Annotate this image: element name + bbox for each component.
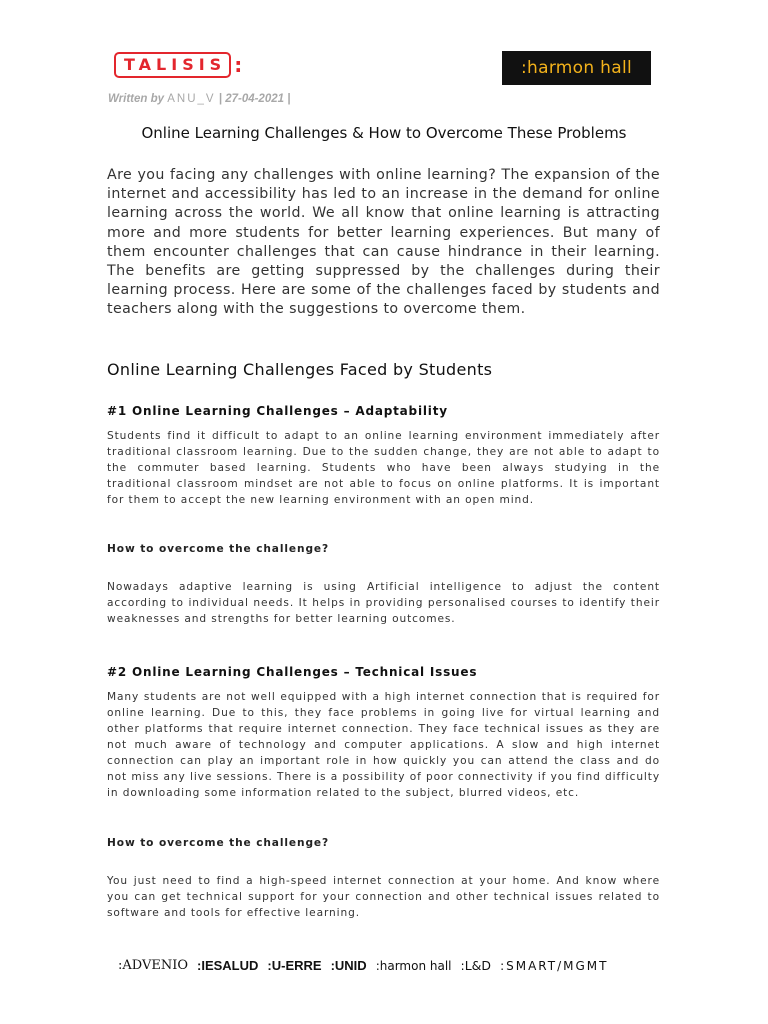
byline-author: ANU_V	[167, 93, 216, 105]
challenge-1-heading: #1 Online Learning Challenges – Adaptability	[107, 404, 448, 418]
intro-paragraph: Are you facing any challenges with online learning? The expansion of the internet and accessibility has led to an increase in the demand for online learning across the world. We all know that online learning is attracting more and more students for better learning experiences. But many of them encounter challenges that can cause hindrance in their learning. The benefits are getting suppressed by the challenges during their learning process. Here are some of the challenges faced by students and teachers along with the suggestions to overcome them.	[107, 167, 660, 318]
byline-prefix: Written by	[108, 93, 165, 105]
brand-l-and-d: :L&D	[460, 958, 492, 973]
challenge-1-overcome-label: How to overcome the challenge?	[107, 543, 330, 555]
brand-harmon-hall: :harmon hall	[375, 958, 452, 973]
challenge-1-overcome-body: Nowadays adaptive learning is using Artificial intelligence to adjust the content according to individual needs. It helps in providing personalised courses to identify their weaknesses and strengths for better learning outcomes.	[107, 581, 660, 625]
challenge-2-body: Many students are not well equipped with a high internet connection that is required for online learning. Due to this, they face problems in going live for virtual learning and other platforms that require internet connection. They face technical issues as they are not much aware of technology and computer applications. A slow and high internet connection can play an important role in how quickly you can attend the class and do not miss any live sessions. There is a possibility of poor connectivity if you find difficulty in downloading some information related to the subject, blurred videos, etc.	[107, 691, 660, 799]
challenge-2-overcome-body: You just need to find a high-speed internet connection at your home. And know where you can get technical support for your connection and other technical issues related to software and tools for effective learning.	[107, 875, 660, 919]
harmon-hall-logo-text: :harmon hall	[521, 58, 632, 78]
document-title: Online Learning Challenges & How to Overcome These Problems	[141, 124, 627, 142]
talisis-logo-colon: :	[234, 53, 243, 77]
brand-u-erre: :U-ERRE	[267, 958, 322, 973]
talisis-logo-text: TALISIS	[114, 52, 231, 78]
byline-date: | 27-04-2021 |	[218, 93, 291, 105]
brand-unid: :UNID	[330, 958, 367, 973]
brand-smart-mgmt: :SMART/MGMT	[500, 958, 609, 973]
footer-brands	[118, 958, 638, 973]
talisis-logo	[114, 52, 242, 78]
brand-advenio: :ADVENIO	[118, 958, 189, 973]
section-heading: Online Learning Challenges Faced by Students	[107, 360, 493, 379]
challenge-1-body: Students find it difficult to adapt to an online learning environment immediately after traditional classroom learning. Due to the sudden change, they are not able to adapt to the commuter based learning. Students who have been always studying in the traditional classroom mindset are not able to focus on online platforms. It is important for them to accept the new learning environment with an open mind.	[107, 430, 660, 506]
challenge-2-heading: #2 Online Learning Challenges – Technical Issues	[107, 665, 478, 679]
brand-iesalud: :IESALUD	[197, 958, 259, 973]
byline	[108, 93, 290, 105]
challenge-2-overcome-label: How to overcome the challenge?	[107, 837, 330, 849]
harmon-hall-logo	[502, 51, 651, 85]
